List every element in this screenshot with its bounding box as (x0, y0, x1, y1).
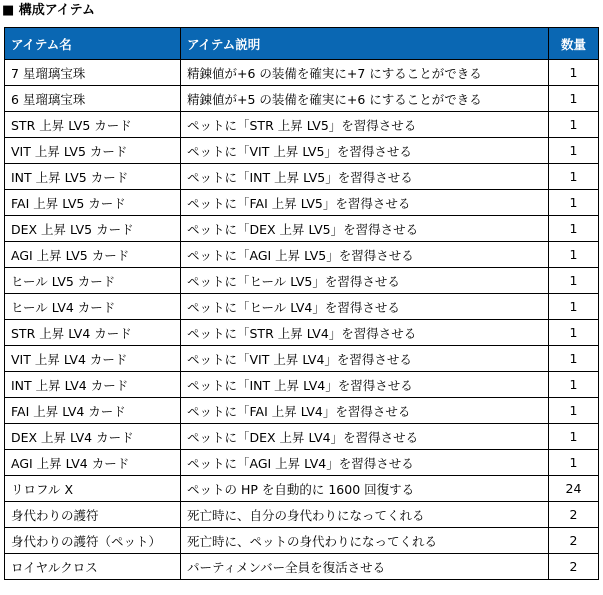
item-quantity-cell: 1 (549, 320, 599, 346)
table-row (5, 242, 599, 268)
table-row (5, 320, 599, 346)
table-row (5, 554, 599, 580)
section-title: ■ 構成アイテム (2, 3, 95, 18)
item-name-cell: FAI 上昇 LV4 カード (5, 398, 181, 424)
item-description-cell: 死亡時に、ペットの身代わりになってくれる (181, 528, 549, 554)
item-description-cell: ペットに「VIT 上昇 LV4」を習得させる (181, 346, 549, 372)
item-description-cell: ペットに「AGI 上昇 LV5」を習得させる (181, 242, 549, 268)
item-quantity-cell: 1 (549, 242, 599, 268)
table-row (5, 86, 599, 112)
table-row (5, 372, 599, 398)
item-name-cell: 身代わりの護符（ペット） (5, 528, 181, 554)
item-description-cell: ペットの HP を自動的に 1600 回復する (181, 476, 549, 502)
item-description-cell: ペットに「STR 上昇 LV5」を習得させる (181, 112, 549, 138)
item-description-cell: 精錬値が+6 の装備を確実に+7 にすることができる (181, 60, 549, 86)
item-name-cell: FAI 上昇 LV5 カード (5, 190, 181, 216)
item-description-cell: 精錬値が+5 の装備を確実に+6 にすることができる (181, 86, 549, 112)
item-quantity-cell: 1 (549, 60, 599, 86)
table-row (5, 398, 599, 424)
table-row (5, 294, 599, 320)
item-description-cell: ペットに「FAI 上昇 LV5」を習得させる (181, 190, 549, 216)
table-row (5, 424, 599, 450)
item-name-cell: AGI 上昇 LV4 カード (5, 450, 181, 476)
table-row (5, 346, 599, 372)
table-header-row (5, 28, 599, 60)
item-quantity-cell: 1 (549, 138, 599, 164)
item-name-cell: AGI 上昇 LV5 カード (5, 242, 181, 268)
item-description-cell: パーティメンバー全員を復活させる (181, 554, 549, 580)
item-name-cell: ヒール LV5 カード (5, 268, 181, 294)
table-row (5, 528, 599, 554)
item-quantity-cell: 1 (549, 190, 599, 216)
table-row (5, 190, 599, 216)
item-name-cell: INT 上昇 LV4 カード (5, 372, 181, 398)
item-name-cell: 身代わりの護符 (5, 502, 181, 528)
item-name-cell: ヒール LV4 カード (5, 294, 181, 320)
item-name-cell: ロイヤルクロス (5, 554, 181, 580)
table-row (5, 112, 599, 138)
item-quantity-cell: 1 (549, 372, 599, 398)
item-name-cell: DEX 上昇 LV4 カード (5, 424, 181, 450)
table-row (5, 216, 599, 242)
item-name-cell: 7 星瑠璃宝珠 (5, 60, 181, 86)
item-description-cell: ペットに「STR 上昇 LV4」を習得させる (181, 320, 549, 346)
header-item-name: アイテム名 (5, 28, 181, 60)
item-quantity-cell: 1 (549, 450, 599, 476)
item-quantity-cell: 1 (549, 294, 599, 320)
item-quantity-cell: 1 (549, 398, 599, 424)
table-row (5, 138, 599, 164)
table-row (5, 268, 599, 294)
item-name-cell: VIT 上昇 LV4 カード (5, 346, 181, 372)
item-description-cell: ペットに「DEX 上昇 LV5」を習得させる (181, 216, 549, 242)
item-description-cell: ペットに「INT 上昇 LV4」を習得させる (181, 372, 549, 398)
item-description-cell: 死亡時に、自分の身代わりになってくれる (181, 502, 549, 528)
item-quantity-cell: 2 (549, 502, 599, 528)
item-description-cell: ペットに「INT 上昇 LV5」を習得させる (181, 164, 549, 190)
header-item-description: アイテム説明 (181, 28, 549, 60)
item-quantity-cell: 1 (549, 216, 599, 242)
items-table (4, 27, 599, 580)
item-quantity-cell: 1 (549, 86, 599, 112)
table-row (5, 476, 599, 502)
item-name-cell: DEX 上昇 LV5 カード (5, 216, 181, 242)
item-description-cell: ペットに「DEX 上昇 LV4」を習得させる (181, 424, 549, 450)
item-quantity-cell: 1 (549, 424, 599, 450)
item-quantity-cell: 1 (549, 164, 599, 190)
item-quantity-cell: 24 (549, 476, 599, 502)
item-quantity-cell: 1 (549, 268, 599, 294)
item-quantity-cell: 1 (549, 346, 599, 372)
item-description-cell: ペットに「ヒール LV5」を習得させる (181, 268, 549, 294)
item-description-cell: ペットに「ヒール LV4」を習得させる (181, 294, 549, 320)
item-quantity-cell: 2 (549, 528, 599, 554)
item-description-cell: ペットに「AGI 上昇 LV4」を習得させる (181, 450, 549, 476)
table-row (5, 164, 599, 190)
item-quantity-cell: 2 (549, 554, 599, 580)
item-name-cell: STR 上昇 LV5 カード (5, 112, 181, 138)
item-name-cell: STR 上昇 LV4 カード (5, 320, 181, 346)
table-row (5, 502, 599, 528)
item-name-cell: VIT 上昇 LV5 カード (5, 138, 181, 164)
item-description-cell: ペットに「FAI 上昇 LV4」を習得させる (181, 398, 549, 424)
item-name-cell: リロフル X (5, 476, 181, 502)
table-row (5, 60, 599, 86)
item-name-cell: INT 上昇 LV5 カード (5, 164, 181, 190)
item-description-cell: ペットに「VIT 上昇 LV5」を習得させる (181, 138, 549, 164)
header-quantity: 数量 (549, 28, 599, 60)
item-quantity-cell: 1 (549, 112, 599, 138)
table-row (5, 450, 599, 476)
item-name-cell: 6 星瑠璃宝珠 (5, 86, 181, 112)
